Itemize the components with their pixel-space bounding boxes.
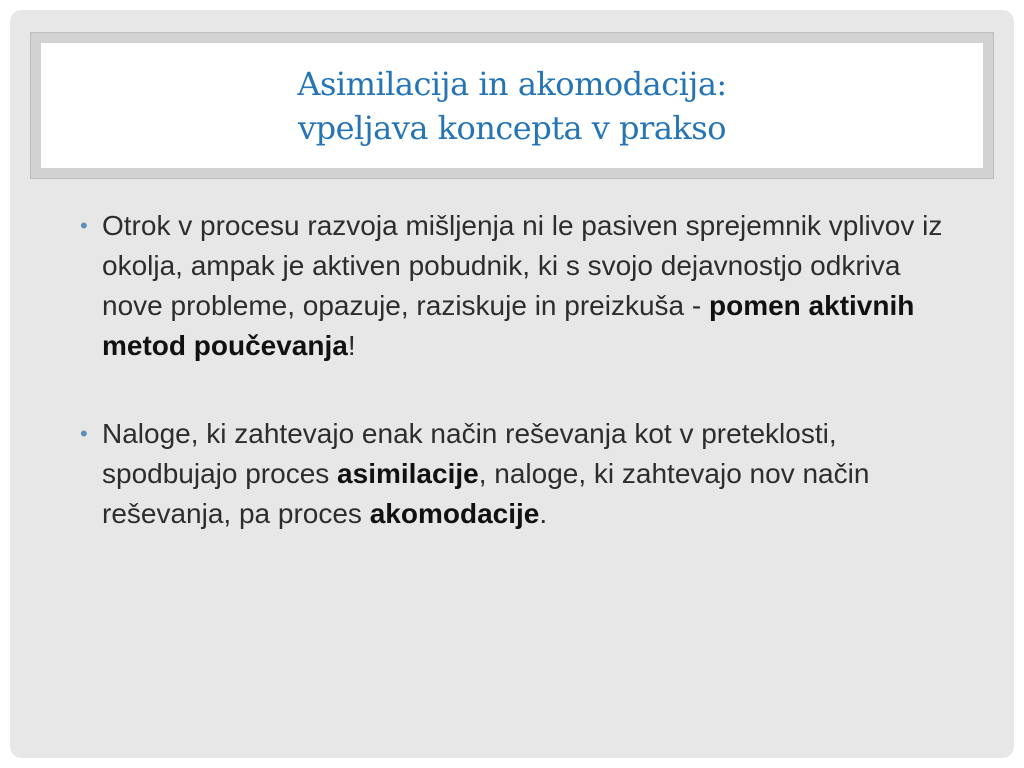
bullet-list [80, 206, 960, 534]
title-line-1: Asimilacija in akomodacija: [297, 64, 727, 103]
bullet-2-emphasis-akomodacije: akomodacije [369, 498, 540, 529]
bullet-2-end: . [539, 498, 548, 529]
bullet-dot-icon: • [80, 421, 88, 446]
slide [10, 10, 1014, 758]
bullet-2-text-a: Naloge, ki zahtevajo enak način reševanja kot v preteklosti, spodbujajo proces [102, 418, 837, 489]
bullet-2-emphasis-asimilacije: asimilacije [337, 458, 479, 489]
title-frame [30, 32, 994, 179]
bullet-item-1 [80, 206, 960, 366]
bullet-1-emphasis: pomen aktivnih metod poučevanja [102, 290, 915, 361]
bullet-dot-icon: • [80, 213, 88, 238]
slide-title [41, 43, 983, 168]
title-line-2: vpeljava koncepta v prakso [298, 108, 726, 147]
bullet-1-text: Otrok v procesu razvoja mišljenja ni le pasiven sprejemnik vplivov iz okolja, ampak je aktiven pobudnik, ki s svojo dejavnostjo odkriva nove probleme, opazuje, raziskuje in preizkuša - [102, 210, 943, 321]
bullet-1-end: ! [347, 330, 356, 361]
bullet-item-2 [80, 414, 960, 534]
bullet-2-text-b: , naloge, ki zahtevajo nov način reševanja, pa proces [102, 458, 870, 529]
